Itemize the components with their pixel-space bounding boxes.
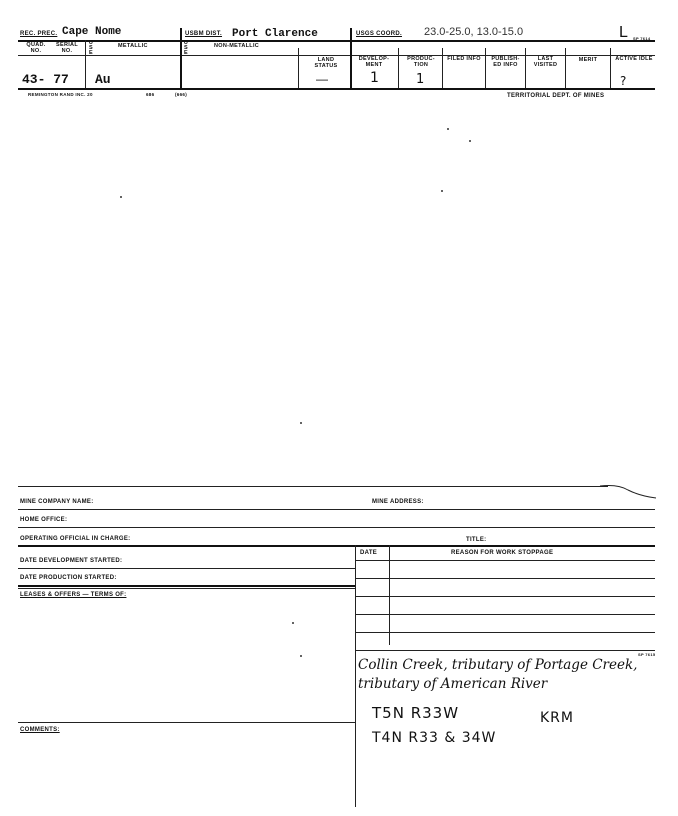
scan-speck [441, 190, 443, 192]
last-visited-label: LAST VISITED [533, 56, 558, 68]
title-label: TITLE: [466, 537, 487, 543]
scan-speck [120, 196, 122, 198]
date-column-label: DATE [360, 550, 378, 556]
non-metallic-label: NON-METALLIC [214, 43, 260, 49]
reason-column-label: REASON FOR WORK STOPPAGE [451, 550, 554, 556]
handwritten-location-line1: Collin Creek, tributary of Portage Creek, [358, 657, 638, 673]
usbm-dist-value: Port Clarence [232, 28, 318, 40]
territorial-dept-footer: TERRITORIAL DEPT. OF MINES [507, 93, 605, 99]
scan-speck [292, 622, 294, 624]
printer-code-1: 686 [146, 92, 155, 97]
quad-serial-value: 43- 77 [22, 72, 69, 87]
corner-mark: L [619, 24, 628, 41]
active-idle-value: ? [620, 74, 628, 88]
mine-address-label: MINE ADDRESS: [372, 499, 424, 505]
date-production-label: DATE PRODUCTION STARTED: [20, 575, 117, 581]
handwritten-township-1: T5N R33W [372, 704, 460, 722]
land-status-value: — [316, 72, 328, 86]
handwritten-location-line2: tributary of American River [358, 676, 548, 692]
metallic-label: METALLIC [118, 43, 148, 49]
serial-no-label: SERIAL NO. [56, 42, 78, 54]
scan-speck [300, 655, 302, 657]
production-value: 1 [416, 72, 426, 87]
date-development-label: DATE DEVELOPMENT STARTED: [20, 558, 123, 564]
active-idle-label: ACTIVE IDLE [615, 56, 653, 62]
usbm-dist-label: USBM DIST. [185, 31, 223, 37]
lower-form-code: SP 7615 [638, 652, 656, 657]
home-office-label: HOME OFFICE: [20, 517, 68, 523]
scan-speck [447, 128, 449, 130]
development-value: 1 [370, 70, 380, 86]
rec-prec-value: Cape Nome [62, 26, 122, 38]
mine-company-name-label: MINE COMPANY NAME: [20, 499, 94, 505]
use-label-metallic: U S E [88, 40, 94, 56]
corner-curl [598, 482, 658, 500]
quad-no-label: QUAD. NO. [26, 42, 46, 54]
metallic-value: Au [95, 72, 111, 87]
scan-speck [300, 422, 302, 424]
development-label: DEVELOP- MENT [358, 56, 390, 68]
handwritten-township-2: T4N R33 & 34W [372, 730, 497, 746]
leases-offers-label: LEASES & OFFERS — TERMS OF: [20, 592, 127, 598]
rec-prec-label: REC. PREC. [20, 31, 58, 37]
operating-official-label: OPERATING OFFICIAL IN CHARGE: [20, 536, 131, 542]
handwritten-initials: KRM [540, 710, 574, 726]
usgs-coord-value: 23.0-25.0, 13.0-15.0 [424, 26, 524, 38]
usgs-coord-label: USGS COORD. [356, 31, 402, 37]
scan-speck [469, 140, 471, 142]
comments-label: COMMENTS: [20, 727, 60, 733]
land-status-label: LAND STATUS [314, 57, 338, 69]
filed-info-label: FILED INFO [447, 56, 481, 62]
published-info-label: PUBLISH- ED INFO [491, 56, 520, 68]
printer-code-2: (666) [175, 92, 188, 97]
use-label-nonmetallic: U S E [183, 40, 189, 56]
top-form-code: SP 7614 [633, 36, 651, 41]
printer-footer: REMINGTON RAND INC. 20 [28, 92, 93, 97]
merit-label: MERIT [578, 57, 598, 63]
production-label: PRODUC- TION [407, 56, 435, 68]
